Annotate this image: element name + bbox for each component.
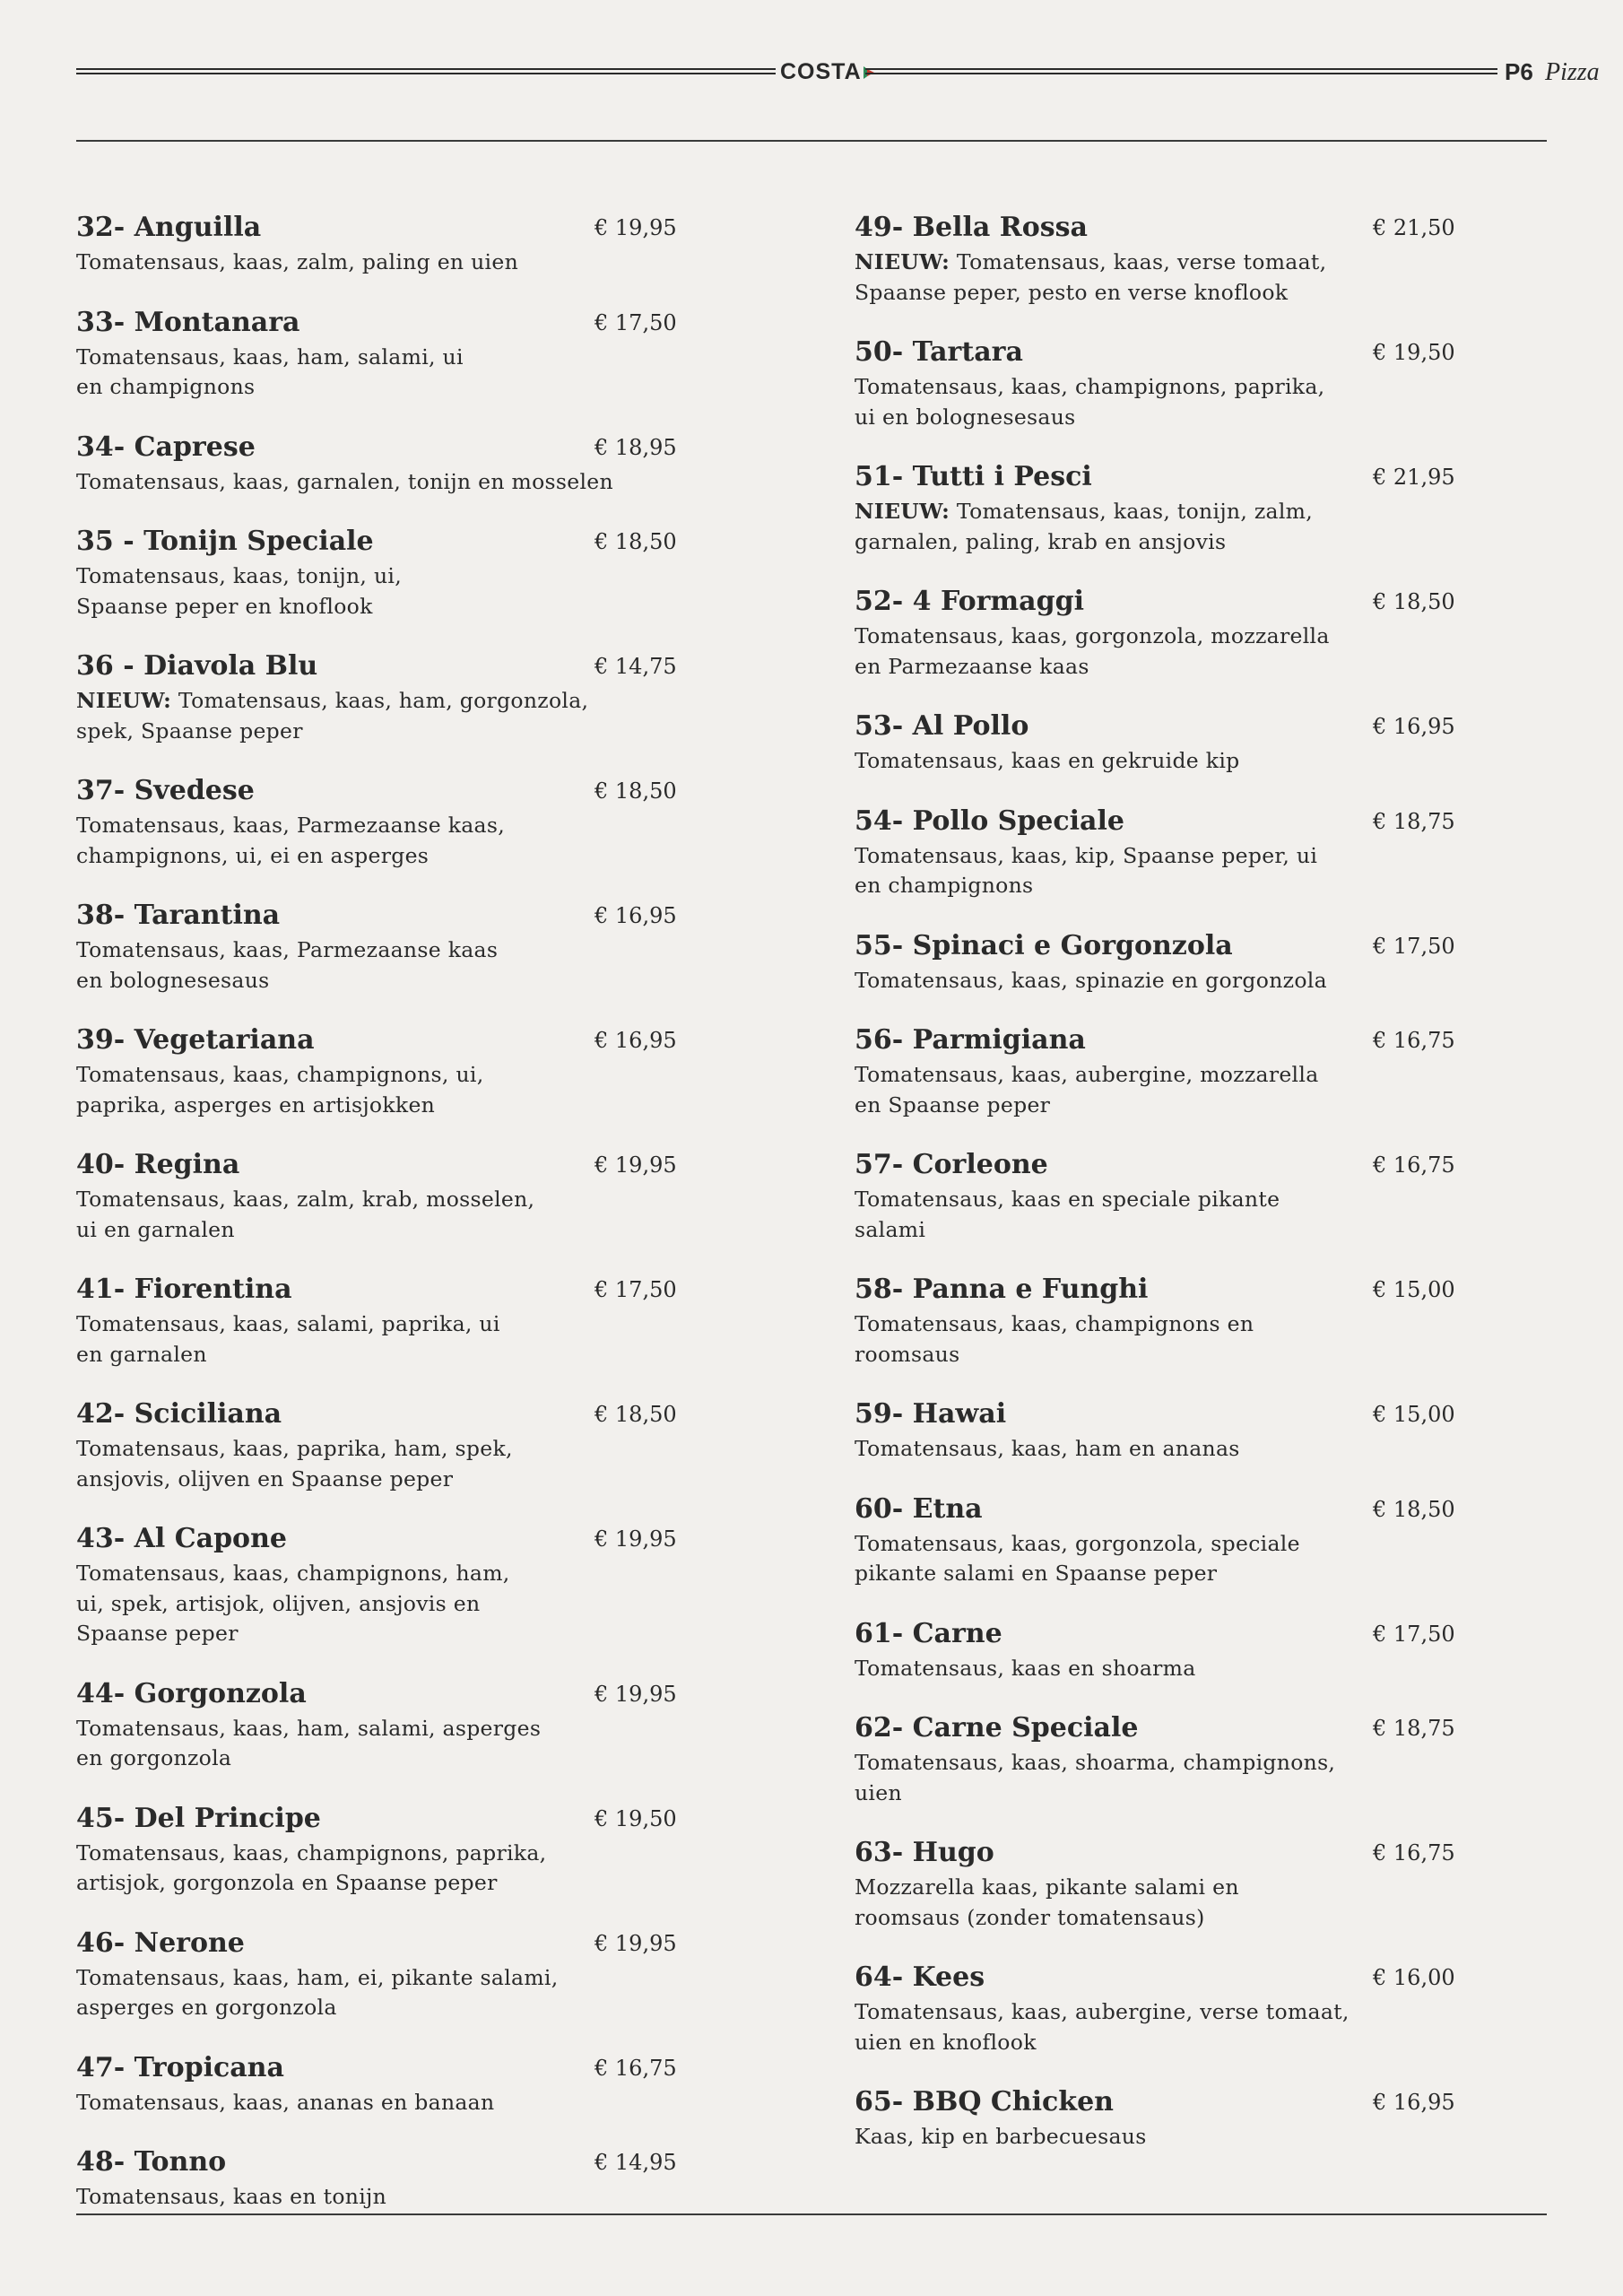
pizza-name: 35 - Tonijn Speciale	[76, 526, 374, 557]
menu-item	[855, 1614, 1455, 1684]
menu-item	[855, 1021, 1455, 1120]
menu-item	[76, 647, 677, 746]
pizza-description-line: Tomatensaus, kaas en gekruide kip	[855, 748, 1240, 773]
pizza-description-line: Tomatensaus, kaas, Parmezaanse kaas	[76, 937, 499, 962]
pizza-name: 37- Svedese	[76, 775, 255, 806]
pizza-description-line: Tomatensaus, kaas, spinazie en gorgonzola	[855, 967, 1327, 993]
pizza-name: 62- Carne Speciale	[855, 1712, 1139, 1744]
pizza-description-line: Tomatensaus, kaas, salami, paprika, ui	[76, 1311, 500, 1336]
menu-item	[855, 707, 1455, 777]
pizza-description-line: Tomatensaus, kaas, ananas en banaan	[76, 2089, 495, 2115]
pizza-description-line: en gorgonzola	[76, 1745, 232, 1770]
pizza-name: 59- Hawai	[855, 1398, 1007, 1430]
pizza-description-line: en champignons	[855, 873, 1034, 898]
pizza-name: 34- Caprese	[76, 430, 256, 463]
pizza-description-line: salami	[855, 1216, 926, 1242]
menu-item	[76, 1924, 677, 2023]
menu-column-right	[855, 208, 1455, 2178]
pizza-description-line: champignons, ui, ei en asperges	[76, 842, 430, 868]
pizza-price: € 19,50	[595, 1805, 677, 1831]
menu-item	[76, 1145, 677, 1245]
pizza-price: € 14,75	[595, 654, 677, 679]
new-badge: NIEUW:	[855, 249, 950, 274]
menu-item	[76, 1799, 677, 1899]
pizza-description-line: garnalen, paling, krab en ansjovis	[855, 528, 1227, 554]
pizza-description-line: Tomatensaus, kaas, aubergine, verse tomaat,	[855, 1999, 1350, 2024]
pizza-name: 40- Regina	[76, 1149, 240, 1180]
menu-item	[855, 1490, 1455, 1589]
pizza-description-line: ui en garnalen	[76, 1216, 235, 1242]
pizza-name: 52- 4 Formaggi	[855, 586, 1084, 617]
pizza-description-text: Tomatensaus, kaas, verse tomaat,	[950, 249, 1327, 274]
pizza-name: 46- Nerone	[76, 1926, 245, 1959]
page-number: P6	[1505, 58, 1533, 85]
pizza-name: 64- Kees	[855, 1961, 985, 1993]
pizza-price: € 15,00	[1373, 1277, 1455, 1302]
brand-name: COSTA	[780, 59, 862, 84]
pizza-description-line: uien	[855, 1779, 902, 1805]
pizza-price: € 16,95	[1373, 714, 1455, 739]
pizza-price: € 18,50	[1373, 1496, 1455, 1522]
pizza-description-line: Tomatensaus, kaas, zalm, paling en uien	[76, 249, 519, 274]
pizza-price: € 17,50	[1373, 933, 1455, 959]
pizza-description-line: Tomatensaus, kaas, champignons, ui,	[76, 1062, 484, 1087]
pizza-price: € 19,95	[595, 215, 677, 240]
pizza-description-line: Tomatensaus, kaas, gorgonzola, mozzarella	[855, 623, 1330, 648]
pizza-price: € 16,00	[1373, 1965, 1455, 1990]
pizza-name: 49- Bella Rossa	[855, 212, 1088, 243]
pizza-price: € 16,75	[1373, 1152, 1455, 1178]
pizza-name: 48- Tonno	[76, 2146, 227, 2178]
pizza-description-line: Kaas, kip en barbecuesaus	[855, 2124, 1147, 2149]
pizza-description-line: Tomatensaus, kaas en shoarma	[855, 1655, 1196, 1681]
pizza-description-line: pikante salami en Spaanse peper	[855, 1561, 1218, 1586]
pizza-description-line: asperges en gorgonzola	[76, 1995, 337, 2020]
pizza-description-line: Mozzarella kaas, pikante salami en	[855, 1874, 1239, 1900]
menu-column-left	[76, 208, 677, 2238]
pizza-name: 54- Pollo Speciale	[855, 804, 1124, 837]
pizza-description-line: paprika, asperges en artisjokken	[76, 1091, 436, 1118]
pizza-description-line	[855, 248, 1428, 278]
pizza-description-line: Tomatensaus, kaas, aubergine, mozzarella	[855, 1062, 1319, 1087]
pizza-description-line: Tomatensaus, kaas en tonijn	[76, 2184, 387, 2209]
pizza-description-line: en garnalen	[76, 1341, 207, 1367]
pizza-description-line: ui, spek, artisjok, olijven, ansjovis en	[76, 1590, 481, 1616]
pizza-description-line: Tomatensaus, kaas, ham, salami, ui	[76, 344, 464, 370]
pizza-description-line: Tomatensaus, kaas, garnalen, tonijn en mosselen	[76, 468, 613, 494]
header-double-rule-right	[865, 68, 1497, 74]
pizza-price: € 18,50	[595, 1402, 677, 1427]
new-badge: NIEUW:	[855, 499, 950, 524]
pizza-name: 63- Hugo	[855, 1837, 994, 1868]
menu-item	[76, 2143, 677, 2213]
pizza-price: € 15,00	[1373, 1402, 1455, 1427]
pizza-name: 65- BBQ Chicken	[855, 2086, 1114, 2118]
pizza-description-line: Tomatensaus, kaas, ham, salami, asperges	[76, 1715, 542, 1741]
pizza-description-line: Tomatensaus, kaas, gorgonzola, speciale	[855, 1530, 1300, 1556]
pizza-description-line: en bolognesesaus	[76, 967, 270, 993]
pizza-price: € 16,95	[1373, 2090, 1455, 2115]
menu-item	[76, 2048, 677, 2118]
pizza-name: 42- Sciciliana	[76, 1398, 282, 1430]
brand-logo	[780, 59, 863, 85]
menu-item	[855, 1833, 1455, 1933]
pizza-price: € 18,75	[1373, 1716, 1455, 1741]
pizza-description-line: artisjok, gorgonzola en Spaanse peper	[76, 1870, 498, 1895]
menu-item	[76, 303, 677, 403]
menu-item	[76, 428, 677, 498]
pizza-price: € 16,95	[595, 1028, 677, 1053]
pizza-description-line: roomsaus (zonder tomatensaus)	[855, 1904, 1205, 1930]
pizza-description-line: roomsaus	[855, 1341, 960, 1367]
pizza-name: 55- Spinaci e Gorgonzola	[855, 929, 1233, 961]
pizza-price: € 16,95	[595, 903, 677, 928]
pizza-price: € 16,75	[1373, 1840, 1455, 1866]
menu-item	[76, 1021, 677, 1120]
pizza-name: 38- Tarantina	[76, 900, 281, 931]
pizza-description-line: Tomatensaus, kaas, champignons, ham,	[76, 1561, 510, 1586]
pizza-description-line: Tomatensaus, kaas, zalm, krab, mosselen,	[76, 1187, 535, 1212]
menu-item	[855, 1395, 1455, 1465]
pizza-description-line: Tomatensaus, kaas, kip, Spaanse peper, ui	[855, 842, 1318, 868]
bottom-divider	[76, 2213, 1547, 2215]
menu-item	[855, 208, 1455, 308]
pizza-name: 57- Corleone	[855, 1149, 1048, 1180]
pizza-name: 50- Tartara	[855, 336, 1023, 368]
pizza-description-line: Tomatensaus, kaas, ham en ananas	[855, 1436, 1240, 1461]
menu-item	[855, 1709, 1455, 1808]
header-double-rule-left	[76, 68, 776, 74]
pizza-name: 39- Vegetariana	[76, 1024, 315, 1056]
pizza-price: € 16,75	[595, 2055, 677, 2081]
pizza-price: € 18,50	[1373, 589, 1455, 614]
pizza-description-line: Tomatensaus, kaas, tonijn, ui,	[76, 563, 402, 588]
pizza-name: 61- Carne	[855, 1617, 1002, 1649]
pizza-description-line: Tomatensaus, kaas, champignons, paprika,	[855, 374, 1325, 399]
menu-item	[855, 802, 1455, 901]
pizza-price: € 17,50	[595, 309, 677, 335]
pizza-price: € 19,95	[595, 1526, 677, 1552]
menu-item	[76, 1674, 677, 1774]
pizza-description-line: Tomatensaus, kaas, ham, ei, pikante salami,	[76, 1964, 559, 1990]
section-title: Pizza	[1545, 58, 1600, 86]
pizza-price: € 19,95	[595, 1930, 677, 1956]
pizza-name: 47- Tropicana	[76, 2051, 284, 2083]
pizza-price: € 18,50	[595, 529, 677, 554]
pizza-price: € 21,50	[1373, 215, 1455, 240]
pizza-description-line: Tomatensaus, kaas, shoarma, champignons,	[855, 1750, 1336, 1775]
menu-item	[76, 1519, 677, 1649]
pizza-description-line	[855, 497, 1428, 527]
menu-item	[76, 1270, 677, 1370]
pizza-price: € 19,95	[595, 1152, 677, 1178]
pizza-name: 33- Montanara	[76, 306, 300, 338]
pizza-description-line: Tomatensaus, kaas, paprika, ham, spek,	[76, 1436, 513, 1461]
pizza-price: € 17,50	[595, 1277, 677, 1302]
pizza-description-line: Spaanse peper	[76, 1621, 239, 1646]
pizza-name: 60- Etna	[855, 1492, 983, 1525]
pizza-price: € 18,75	[1373, 808, 1455, 834]
menu-item	[855, 1145, 1455, 1245]
menu-item	[855, 457, 1455, 557]
pizza-description-line: en champignons	[76, 374, 256, 399]
menu-item	[855, 333, 1455, 432]
pizza-name: 53- Al Pollo	[855, 710, 1029, 742]
pizza-description-line: Spaanse peper en knoflook	[76, 593, 373, 619]
menu-item	[76, 1395, 677, 1494]
menu-item	[76, 208, 677, 278]
pizza-description-text: Tomatensaus, kaas, ham, gorgonzola,	[171, 688, 589, 713]
pizza-name: 56- Parmigiana	[855, 1024, 1086, 1056]
pizza-price: € 21,95	[1373, 465, 1455, 490]
pizza-description-line: uien en knoflook	[855, 2029, 1037, 2055]
pizza-name: 45- Del Principe	[76, 1802, 321, 1834]
pizza-description-line: Tomatensaus, kaas, champignons en	[855, 1311, 1254, 1336]
pizza-name: 32- Anguilla	[76, 212, 262, 243]
menu-item	[76, 771, 677, 871]
menu-item	[855, 926, 1455, 996]
pizza-description-line: en Parmezaanse kaas	[855, 653, 1089, 679]
pizza-price: € 17,50	[1373, 1621, 1455, 1647]
pizza-description-line: spek, Spaanse peper	[76, 718, 303, 744]
pizza-description-line: ansjovis, olijven en Spaanse peper	[76, 1465, 454, 1492]
menu-item	[855, 2083, 1455, 2152]
menu-item	[855, 1958, 1455, 2057]
pizza-description-line: Tomatensaus, kaas, champignons, paprika,	[76, 1839, 547, 1866]
menu-item	[855, 1270, 1455, 1370]
menu-item	[76, 896, 677, 996]
pizza-description-line: Spaanse peper, pesto en verse knoflook	[855, 279, 1289, 305]
pizza-name: 43- Al Capone	[76, 1523, 287, 1554]
pizza-name: 51- Tutti i Pesci	[855, 461, 1092, 492]
pizza-description-text: Tomatensaus, kaas, tonijn, zalm,	[950, 499, 1314, 524]
pizza-description-line: ui en bolognesesaus	[855, 404, 1076, 430]
pizza-name: 36 - Diavola Blu	[76, 650, 318, 682]
menu-item	[76, 522, 677, 622]
pizza-description-line	[76, 686, 650, 717]
pizza-name: 44- Gorgonzola	[76, 1677, 307, 1709]
pizza-price: € 18,95	[595, 434, 677, 460]
pizza-price: € 19,50	[1373, 340, 1455, 365]
menu-item	[855, 582, 1455, 682]
pizza-price: € 14,95	[595, 2150, 677, 2175]
pizza-price: € 19,95	[595, 1681, 677, 1707]
pizza-name: 58- Panna e Funghi	[855, 1274, 1149, 1305]
top-divider	[76, 140, 1547, 142]
pizza-price: € 16,75	[1373, 1028, 1455, 1053]
pizza-description-line: Tomatensaus, kaas en speciale pikante	[855, 1187, 1280, 1212]
pizza-name: 41- Fiorentina	[76, 1274, 292, 1305]
pizza-description-line: en Spaanse peper	[855, 1091, 1051, 1118]
pizza-description-line: Tomatensaus, kaas, Parmezaanse kaas,	[76, 813, 505, 838]
new-badge: NIEUW:	[76, 688, 172, 713]
pizza-price: € 18,50	[595, 778, 677, 804]
page-header	[76, 56, 1600, 91]
